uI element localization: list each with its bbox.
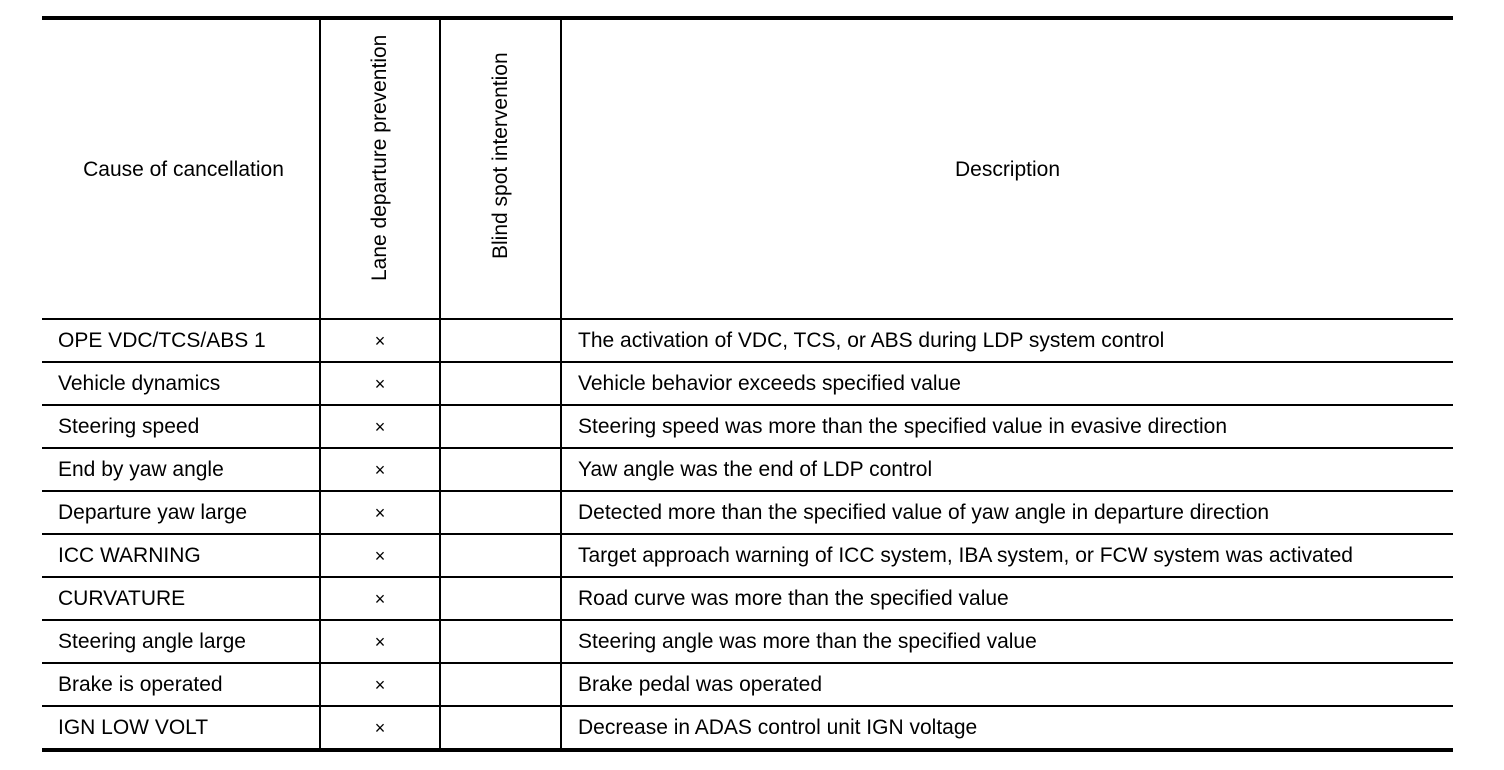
cell-cause: Brake is operated — [42, 663, 320, 706]
header-ldp: Lane departure prevention — [368, 34, 391, 281]
cell-cause: Steering speed — [42, 405, 320, 448]
table-row — [42, 491, 1453, 534]
cell-description: Steering speed was more than the specified value in evasive direction — [561, 405, 1453, 448]
cell-cause: End by yaw angle — [42, 448, 320, 491]
table-row — [42, 620, 1453, 663]
cell-ldp-mark: × — [320, 362, 440, 405]
cell-bsi-mark — [440, 405, 561, 448]
table-row — [42, 405, 1453, 448]
cell-description: Brake pedal was operated — [561, 663, 1453, 706]
cell-bsi-mark — [440, 491, 561, 534]
cell-ldp-mark: × — [320, 577, 440, 620]
cancellation-table — [42, 16, 1453, 752]
cell-cause: Vehicle dynamics — [42, 362, 320, 405]
cell-bsi-mark — [440, 534, 561, 577]
cell-ldp-mark: × — [320, 534, 440, 577]
cell-cause: Steering angle large — [42, 620, 320, 663]
cell-description: The activation of VDC, TCS, or ABS during LDP system control — [561, 319, 1453, 362]
header-bsi-cell — [440, 18, 561, 319]
header-ldp-cell — [320, 18, 440, 319]
cell-bsi-mark — [440, 448, 561, 491]
cell-cause: IGN LOW VOLT — [42, 706, 320, 750]
cell-cause: CURVATURE — [42, 577, 320, 620]
cell-description: Steering angle was more than the specified value — [561, 620, 1453, 663]
header-cause: Cause of cancellation — [42, 18, 320, 319]
cell-ldp-mark: × — [320, 319, 440, 362]
table-row — [42, 534, 1453, 577]
cell-bsi-mark — [440, 362, 561, 405]
cancellation-table-container — [42, 16, 1453, 752]
header-description: Description — [561, 18, 1453, 319]
table-row — [42, 577, 1453, 620]
cell-cause: Departure yaw large — [42, 491, 320, 534]
cell-description: Road curve was more than the specified value — [561, 577, 1453, 620]
cell-description: Vehicle behavior exceeds specified value — [561, 362, 1453, 405]
cell-cause: OPE VDC/TCS/ABS 1 — [42, 319, 320, 362]
cell-bsi-mark — [440, 577, 561, 620]
cell-ldp-mark: × — [320, 448, 440, 491]
cell-description: Decrease in ADAS control unit IGN voltage — [578, 716, 978, 739]
cell-cause: ICC WARNING — [42, 534, 320, 577]
cell-bsi-mark — [440, 706, 561, 750]
cell-description: Yaw angle was the end of LDP control — [561, 448, 1453, 491]
cell-description: Detected more than the specified value of yaw angle in departure direction — [561, 491, 1453, 534]
cell-bsi-mark — [440, 319, 561, 362]
cell-ldp-mark: × — [320, 663, 440, 706]
cell-ldp-mark: × — [320, 405, 440, 448]
cell-bsi-mark — [440, 663, 561, 706]
table-row — [42, 362, 1453, 405]
table-row — [42, 706, 1453, 750]
cell-ldp-mark: × — [320, 491, 440, 534]
table-row — [42, 448, 1453, 491]
table-row — [42, 663, 1453, 706]
table-row — [42, 319, 1453, 362]
cell-bsi-mark — [440, 620, 561, 663]
table-header-row — [42, 18, 1453, 319]
cell-ldp-mark: × — [320, 620, 440, 663]
cell-ldp-mark: × — [320, 706, 440, 750]
cell-description: Target approach warning of ICC system, IBA system, or FCW system was activated — [561, 534, 1453, 577]
header-bsi: Blind spot intervention — [488, 52, 512, 259]
